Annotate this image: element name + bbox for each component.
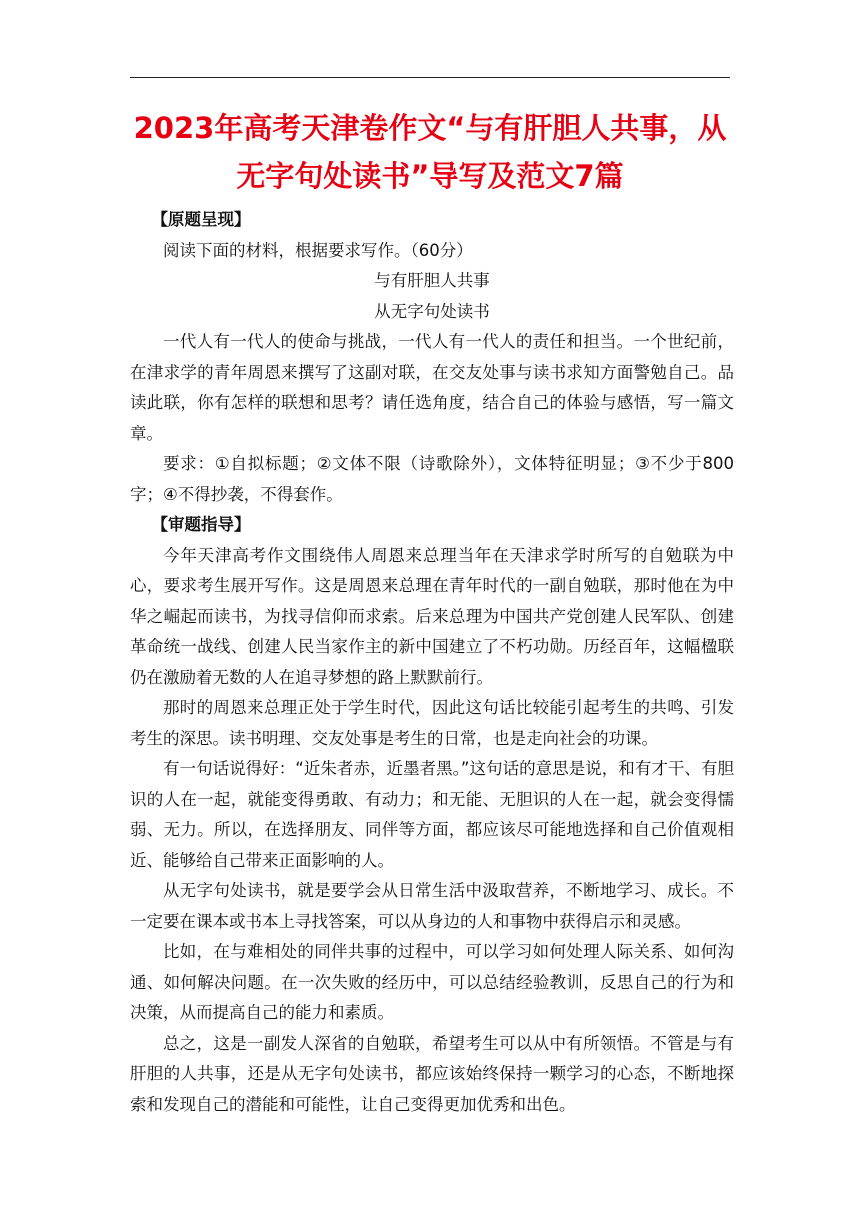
question-requirements: 要求：①自拟标题；②文体不限（诗歌除外），文体特征明显；③不少于800字；④不得抄袭，不得套作。	[130, 454, 734, 504]
section-heading-original-question: 【原题呈现】	[151, 210, 251, 229]
document-title: 2023年高考天津卷作文“与有肝胆人共事，从无字句处读书”导写及范文7篇	[133, 111, 727, 193]
header-rule	[130, 77, 730, 78]
section-heading-guidance: 【审题指导】	[151, 515, 251, 534]
guidance-paragraph: 今年天津高考作文围绕伟人周恩来总理当年在天津求学时所写的自勉联为中心，要求考生展开写作。这是周恩来总理在青年时代的一副自勉联，那时他在为中华之崛起而读书，为找寻信仰而求索。后来总理为中国共产党创建人民军队、创建革命统一战线、创建人民当家作主的新中国建立了不朽功勋。历经百年，这幅楹联仍在激励着无数的人在追寻梦想的路上默默前行。	[130, 545, 734, 687]
question-instruction: 阅读下面的材料，根据要求写作。（60分）	[163, 240, 473, 260]
couplet-line-2: 从无字句处读书	[374, 301, 490, 321]
question-material: 一代人有一代人的使命与挑战，一代人有一代人的责任和担当。一个世纪前，在津求学的青年周恩来撰写了这副对联，在交友处事与读书求知方面警勉自己。品读此联，你有怎样的联想和思考？请任选角度，结合自己的体验与感悟，写一篇文章。	[130, 332, 734, 443]
guidance-paragraph: 有一句话说得好：“近朱者赤，近墨者黑。”这句话的意思是说，和有才干、有胆识的人在一起，就能变得勇敢、有动力；和无能、无胆识的人在一起，就会变得懦弱、无力。所以，在选择朋友、同伴等方面，都应该尽可能地选择和自己价值观相近、能够给自己带来正面影响的人。	[130, 759, 734, 870]
guidance-paragraph: 从无字句处读书，就是要学会从日常生活中汲取营养，不断地学习、成长。不一定要在课本或书本上寻找答案，可以从身边的人和事物中获得启示和灵感。	[130, 881, 734, 931]
document-body	[130, 205, 734, 1120]
couplet-line-1: 与有肝胆人共事	[374, 271, 490, 290]
guidance-paragraph: 那时的周恩来总理正处于学生时代，因此这句话比较能引起考生的共鸣、引发考生的深思。读书明理、交友处事是考生的日常，也是走向社会的功课。	[130, 698, 734, 748]
guidance-paragraph: 比如，在与难相处的同伴共事的过程中，可以学习如何处理人际关系、如何沟通、如何解决问题。在一次失败的经历中，可以总结经验教训，反思自己的行为和决策，从而提高自己的能力和素质。	[130, 942, 734, 1022]
guidance-paragraph: 总之，这是一副发人深省的自勉联，希望考生可以从中有所领悟。不管是与有肝胆的人共事，还是从无字句处读书，都应该始终保持一颗学习的心态，不断地探索和发现自己的潜能和可能性，让自己变得更加优秀和出色。	[130, 1033, 734, 1114]
